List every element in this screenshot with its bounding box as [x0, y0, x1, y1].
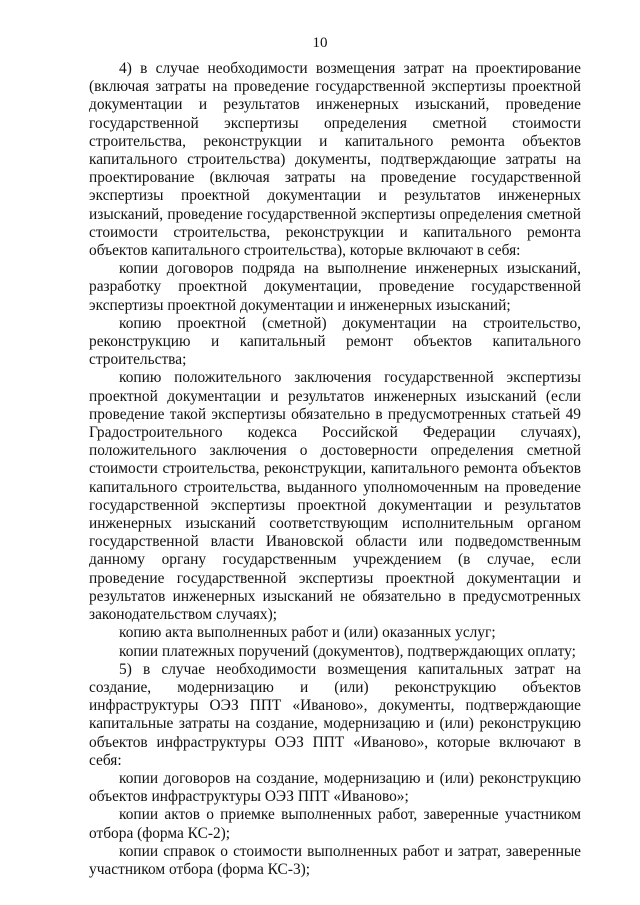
paragraph: копию акта выполненных работ и (или) оказанных услуг; — [119, 624, 496, 642]
paragraph: копии договоров подряда на выполнение инженерных изысканий, разработку проектной документации, проведение государственной экспертизы проектной документации и инженерных изысканий; — [89, 260, 581, 314]
paragraph: копию положительного заключения государственной экспертизы проектной документации и результатов инженерных изысканий (если проведение такой экспертизы обязательно в предусмотренных статьей 49 Градостроительного кодекса Российской Федерации случаях), положительного заключения о достоверности определения сметной стоимости строительства, реконструкции, капитального ремонта объектов капитального строительства, выданного уполномоченным на проведение государственной экспертизы проектной документации и результатов инженерных изысканий соответствующим исполнительным органом государственной власти Ивановской области или подведомственным данному органу государственным учреждением (в случае, если проведение государственной экспертизы проектной документации и результатов инженерных изысканий не обязательно в предусмотренных законодательством случаях); — [89, 369, 581, 624]
paragraph: копии платежных поручений (документов), подтверждающих оплату; — [119, 642, 576, 660]
page-number: 10 — [312, 35, 328, 51]
paragraph: 5) в случае необходимости возмещения капитальных затрат на создание, модернизацию и (или) реконструкцию объектов инфраструктуры ОЭЗ ППТ «Иваново», документы, подтверждающие капитальные затраты на создание, модернизацию и (или) реконструкцию объектов инфраструктуры ОЭЗ ППТ «Иваново», которые включают в себя: — [89, 660, 581, 769]
document-body — [89, 60, 581, 879]
paragraph: копии актов о приемке выполненных работ, заверенные участником отбора (форма КС-2); — [89, 806, 581, 842]
paragraph: копии договоров на создание, модернизацию и (или) реконструкцию объектов инфраструктуры ОЭЗ ППТ «Иваново»; — [89, 769, 581, 806]
paragraph: копию проектной (сметной) документации на строительство, реконструкцию и капитальный ремонт объектов капитального строительства; — [89, 314, 581, 369]
paragraph: копии справок о стоимости выполненных работ и затрат, заверенные участником отбора (форма КС-3); — [89, 842, 581, 878]
paragraph: 4) в случае необходимости возмещения затрат на проектирование (включая затраты на проведение государственной экспертизы проектной документации и результатов инженерных изысканий, проведение государственной экспертизы определения сметной стоимости строительства, реконструкции и капитального ремонта объектов капитального строительства) документы, подтверждающие затраты на проектирование (включая затраты на проведение государственной экспертизы проектной документации и результатов инженерных изысканий, проведение государственной экспертизы определения сметной стоимости строительства, реконструкции и капитального ремонта объектов капитального строительства), которые включают в себя: — [89, 60, 581, 260]
